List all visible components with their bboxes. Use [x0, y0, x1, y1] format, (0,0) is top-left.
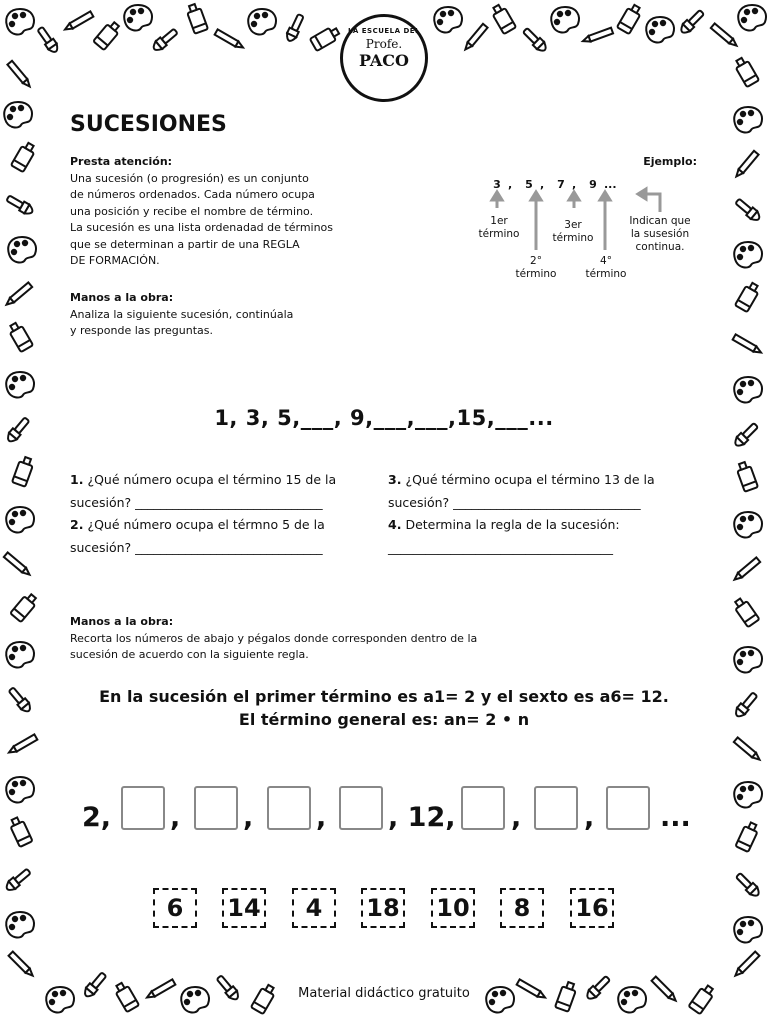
logo-line2: PACO: [359, 51, 409, 70]
page-title: SUCESIONES: [70, 112, 227, 137]
task2-heading: Manos a la obra:: [70, 615, 174, 628]
cutout-number[interactable]: 8: [500, 888, 544, 928]
intro-line: que se determinan a partir de una REGLA: [70, 237, 300, 251]
drop-box-9[interactable]: [606, 786, 650, 830]
intro-line: Una sucesión (o progresión) es un conjunto: [70, 171, 309, 185]
drop-box-7[interactable]: [461, 786, 505, 830]
question-4-answer-line[interactable]: ____________________________________: [388, 540, 613, 555]
sequence2-comma: ,: [243, 802, 254, 833]
question-4: 4. Determina la regla de la sucesión: ____________________________________: [388, 513, 700, 559]
drop-box-3[interactable]: [194, 786, 238, 830]
task1-line: y responde las preguntas.: [70, 324, 213, 337]
sequence2-middle: , 12,: [388, 802, 456, 833]
question-1-answer-line[interactable]: sucesión? ______________________________: [70, 495, 323, 510]
intro-line: una posición y recibe el nombre de término.: [70, 204, 314, 218]
logo-badge: [340, 14, 428, 102]
question-3-number: 3.: [388, 472, 402, 487]
sequence2-comma: ,: [170, 802, 181, 833]
question-3: 3. ¿Qué término ocupa el término 13 de la sucesión? ______________________________: [388, 468, 700, 514]
rule-line-2: El término general es: an= 2 • n: [238, 710, 530, 729]
example-label-term1: 1er término: [478, 215, 520, 240]
rule-line-1: En la sucesión el primer término es a1= 2 y el sexto es a6= 12.: [99, 687, 669, 706]
example-label-continues: Indican que la susesión continua.: [629, 215, 691, 253]
sequence2-comma: ,: [511, 802, 522, 833]
cutout-number[interactable]: 18: [361, 888, 405, 928]
question-2-number: 2.: [70, 517, 84, 532]
question-1-number: 1.: [70, 472, 84, 487]
example-heading: Ejemplo:: [643, 155, 697, 168]
intro-line: de números ordenados. Cada número ocupa: [70, 188, 315, 201]
sequence2-first: 2,: [82, 802, 112, 833]
sequence2-comma: ,: [316, 802, 327, 833]
intro-section: [70, 154, 340, 270]
sequence2-comma: ,: [584, 802, 595, 833]
task2-line: sucesión de acuerdo con la siguiente regla.: [70, 648, 309, 661]
task1-section: [70, 290, 340, 340]
example-sequence: 3 , 5 , 7 , 9 ...: [493, 178, 617, 191]
task2-section: [70, 614, 670, 664]
drop-box-8[interactable]: [534, 786, 578, 830]
question-3-answer-line[interactable]: sucesión? ______________________________: [388, 495, 641, 510]
sequence-exercise-1: 1, 3, 5,___, 9,___,___,15,___...: [214, 406, 554, 430]
question-2: 2. ¿Qué número ocupa el térmno 5 de la sucesión? ______________________________: [70, 513, 382, 559]
intro-line: La sucesión es una lista ordenadad de términos: [70, 221, 334, 234]
drop-box-5[interactable]: [339, 786, 383, 830]
cutout-number[interactable]: 10: [431, 888, 475, 928]
task2-line: Recorta los números de abajo y pégalos donde corresponden dentro de la: [70, 631, 478, 645]
logo-line1: Profe.: [365, 37, 403, 51]
intro-heading: Presta atención:: [70, 155, 173, 168]
cutout-number[interactable]: 6: [153, 888, 197, 928]
example-label-term4: 4° término: [585, 255, 627, 280]
cutout-number[interactable]: 14: [222, 888, 266, 928]
example-label-term2: 2° término: [515, 255, 557, 280]
example-label-term3: 3er término: [552, 219, 594, 244]
footer-text: Material didáctico gratuito: [298, 986, 470, 1001]
cutout-number[interactable]: 4: [292, 888, 336, 928]
task1-line: Analiza la siguiente sucesión, continúala: [70, 307, 294, 321]
intro-line: DE FORMACIÓN.: [70, 254, 160, 267]
cutout-number[interactable]: 16: [570, 888, 614, 928]
question-1: 1. ¿Qué número ocupa el término 15 de la sucesión? ______________________________: [70, 468, 382, 514]
sequence2-ellipsis: ...: [660, 802, 691, 833]
question-2-answer-line[interactable]: sucesión? ______________________________: [70, 540, 323, 555]
drop-box-4[interactable]: [267, 786, 311, 830]
logo-arc-text: LA ESCUELA DEL: [347, 27, 421, 35]
task1-heading: Manos a la obra:: [70, 291, 174, 304]
drop-box-2[interactable]: [121, 786, 165, 830]
question-4-number: 4.: [388, 517, 402, 532]
